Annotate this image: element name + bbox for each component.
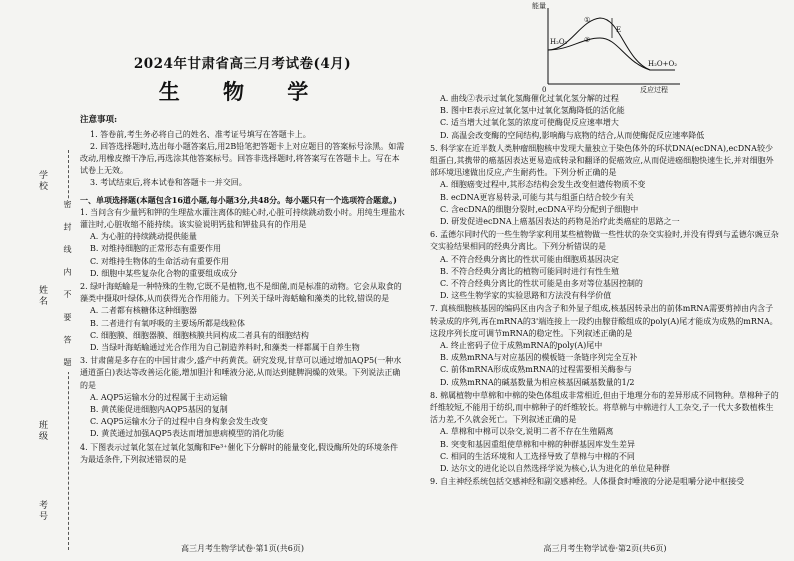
option-a: A. 二者都有核糖体这种细胞器 [90, 306, 197, 316]
option-b: B. 黄芪能促进细胞内AQP5基因的复制 [90, 405, 228, 415]
school-field-label: 学校 [37, 170, 47, 192]
question-stem: 8. 棉属植物中草棉和中棉的染色体组成非常相近,但由于地理分布的差异形成不同物种。草棉种子的纤维较短,不能用于纺织,而中棉种子的纤维较长。将草棉与中棉进行人工杂交,子一代大多数植株生活力差,不久就会死亡。下列叙述正确的是 [430, 390, 779, 425]
option-a: A. 细胞癌变过程中,其形态结构会发生改变但遗传物质不变 [440, 180, 646, 190]
seal-warning: 密 封 线 内 不 要 答 题 [63, 200, 72, 372]
curve-one-label: ① [584, 16, 591, 24]
option-d: D. 研发促进ecDNA上癌基因表达的药物是治疗此类癌症的思路之一 [440, 217, 680, 227]
subject-title: 生 物 学 [158, 79, 327, 105]
notice-block [80, 114, 405, 189]
question-stem: 9. 自主神经系统包括交感神经和副交感神经。人体摄食时唾液的分泌是咀嚼分泌中枢接受 [430, 477, 745, 487]
end-label: H₂O+O₂ [648, 60, 678, 68]
notice-item: 2. 回答选择题时,选出每小题答案后,用2B铅笔把答题卡上对应题目的答案标号涂黑。如需改动,用橡皮擦干净后,再选涂其他答案标号。回答非选择题时,将答案写在答题卡上。写在本试卷上无效。 [80, 141, 405, 176]
section-heading: 一、单项选择题(本题包含16道小题,每小题3分,共48分。每小题只有一个选项符合题意。) [80, 194, 397, 205]
option-c: C. 适当增大过氧化氢的浓度可使酶促反应速率增大 [440, 118, 619, 128]
notice-item: 3. 考试结束后,将本试卷和答题卡一并交回。 [90, 178, 247, 188]
origin-label: 0 [542, 86, 547, 94]
option-c: C. AQP5运输水分子的过程中自身构象会发生改变 [90, 417, 268, 427]
start-label: H₂O₂ [550, 38, 568, 46]
option-c: C. 细胞膜、细胞器膜、细胞核膜共同构成二者具有的细胞结构 [90, 330, 309, 340]
question-8 [430, 390, 780, 475]
option-a: A. 为心脏的持续跳动提供能量 [90, 232, 197, 242]
notice-heading: 注意事项: [80, 115, 118, 126]
question-4-options [430, 93, 780, 142]
question-9 [430, 476, 780, 488]
question-2 [80, 281, 405, 354]
option-a: A. 终止密码子位于成熟mRNA的poly(A)尾中 [440, 341, 603, 351]
question-1 [80, 207, 405, 280]
option-a: A. 曲线②表示过氧化氢酶催化过氧化氢分解的过程 [440, 94, 619, 103]
option-d: D. 成熟mRNA的碱基数量为相应核基因碱基数量的1/2 [440, 377, 635, 387]
exam-title: 2024年甘肃省高三月考试卷(4月) [133, 56, 352, 72]
y-axis-label: 能量 [532, 2, 546, 10]
option-d: D. 当绿叶海蛞蝓通过光合作用为自己制造养料时,和藻类一样都属于自养生物 [90, 343, 360, 353]
option-c: C. 对维持生物体的生命活动有重要作用 [90, 256, 229, 266]
name-field-label: 姓名 [37, 285, 47, 307]
option-b: B. ecDNA更容易转录,可能与其与组蛋白结合较少有关 [440, 192, 634, 202]
question-stem: 6. 孟德尔同时代的一些生物学家利用某些植物做一些性状的杂交实验时,并没有得到与孟德尔豌豆杂交实验结果相同的经典分离比。下列分析错误的是 [430, 230, 779, 252]
option-d: D. 细胞中某些复杂化合物的重要组成成分 [90, 268, 238, 278]
question-stem: 4. 下图表示过氧化氢在过氧化氢酶和Fe³⁺催化下分解时的能量变化,假设酶所处的环境条件为最适条件,下列叙述错误的是 [80, 442, 398, 464]
page-footer: 高三月考生物学试卷·第2页(共6页) [543, 543, 667, 553]
class-field-label: 班级 [37, 420, 47, 442]
option-a: A. AQP5运输水分的过程属于主动运输 [90, 392, 228, 402]
option-b: B. 突变和基因重组使草棉和中棉的种群基因库发生差异 [440, 439, 635, 449]
option-a: A. 草棉和中棉可以杂交,说明二者不存在生殖隔离 [440, 427, 614, 437]
option-d: D. 黄芪通过加强AQP5表达而增加患病模型的消化功能 [90, 429, 285, 439]
page-two [430, 0, 780, 561]
notice-item: 1. 答卷前,考生务必将自己的姓名、准考证号填写在答题卡上。 [90, 129, 311, 139]
question-4 [80, 442, 405, 466]
question-3 [80, 355, 405, 440]
option-b: B. 二者进行有氧呼吸的主要场所都是线粒体 [90, 318, 245, 328]
question-stem: 2. 绿叶海蛞蝓是一种特殊的生物,它既不是植物,也不是细菌,而是标准的动物。它会从取食的藻类中摄取叶绿体,从而获得光合作用能力。下列关于绿叶海蛞蝓和藻类的比较,错误的是 [80, 282, 402, 304]
option-b: B. 图中E表示应过氧化氢中过氧化氢酶降低的活化能 [440, 106, 625, 116]
option-c: C. 不符合经典分离比的性状可能是由多对等位基因控制的 [440, 279, 643, 289]
option-d: D. 达尔文的进化论以自然选择学说为核心,认为进化的单位是种群 [440, 464, 670, 474]
page-footer: 高三月考生物学试卷·第1页(共6页) [181, 543, 304, 553]
question-7 [430, 303, 780, 388]
option-d: D. 这些生物学家的实验思路和方法没有科学价值 [440, 291, 612, 301]
option-c: C. 前体mRNA形成成熟mRNA的过程需要相关酶参与 [440, 365, 632, 375]
page-one [80, 0, 405, 561]
option-c: C. 含ecDNA的细胞分裂时,ecDNA平均分配到子细胞中 [440, 204, 639, 214]
option-c: C. 相同的生活环境和人工选择导致了草棉与中棉的不同 [440, 451, 635, 461]
question-stem: 3. 甘肃菌是多存在的中国甘肃少,盛产中药黄芪。研究发现,甘草可以通过增加AQP5(一种水通道蛋白)表达等改善运化能,增加胆汁和唾液分泌,从而达到健脾润燥的效果。下列说法正确的是 [80, 356, 402, 390]
question-stem: 7. 真核细胞核基因的编码区由内含子和外显子组成,核基因转录出的前体mRNA需要剪掉由内含子转录成的序列,再在mRNA的3'端连接上一段约由腺苷酸组成的poly(A)尾才能成为成熟的mRNA。这段序列长度可调节mRNA的稳定性。下列叙述正确的是 [430, 304, 778, 338]
option-b: B. 成熟mRNA与对应基因的模板链一条链序列完全互补 [440, 353, 638, 363]
option-b: B. 不符合经典分离比的植物可能同时进行有性生殖 [440, 266, 619, 276]
curve-two-label: ② [584, 36, 591, 44]
question-6 [430, 229, 780, 302]
question-stem: 1. 当问含有少量钙和钾的生理盐水灌注离体的蛙心时,心脏可持续跳动数小时。用纯生理盐水灌注时,心脏收缩不能持续。该实验说明钙盐和钾盐具有的作用是 [80, 207, 405, 230]
option-d: D. 高温会改变酶的空间结构,影响酶与底物的结合,从而使酶促反应速率降低 [440, 130, 705, 140]
exam-number-label: 考号 [37, 500, 47, 522]
x-axis-label: 反应过程 [640, 86, 668, 94]
question-5 [430, 143, 780, 228]
e-label: E [616, 26, 622, 34]
option-a: A. 不符合经典分离比的性状可能由细胞质基因决定 [440, 254, 619, 264]
option-b: B. 对维持细胞的正常形态有重要作用 [90, 244, 221, 254]
question-stem: 5. 科学家在近半数人类肿瘤细胞核中发现大量独立于染色体外的环状DNA(ecDNA),ecDNA较少组蛋白,其携带的癌基因表达更易造成转录和翻译的促癌效应,从而促进癌细胞快速生长,并对细胞外部环境迅速做出反应,产生耐药性。下列分析正确的是 [430, 143, 774, 178]
energy-diagram [530, 0, 780, 92]
